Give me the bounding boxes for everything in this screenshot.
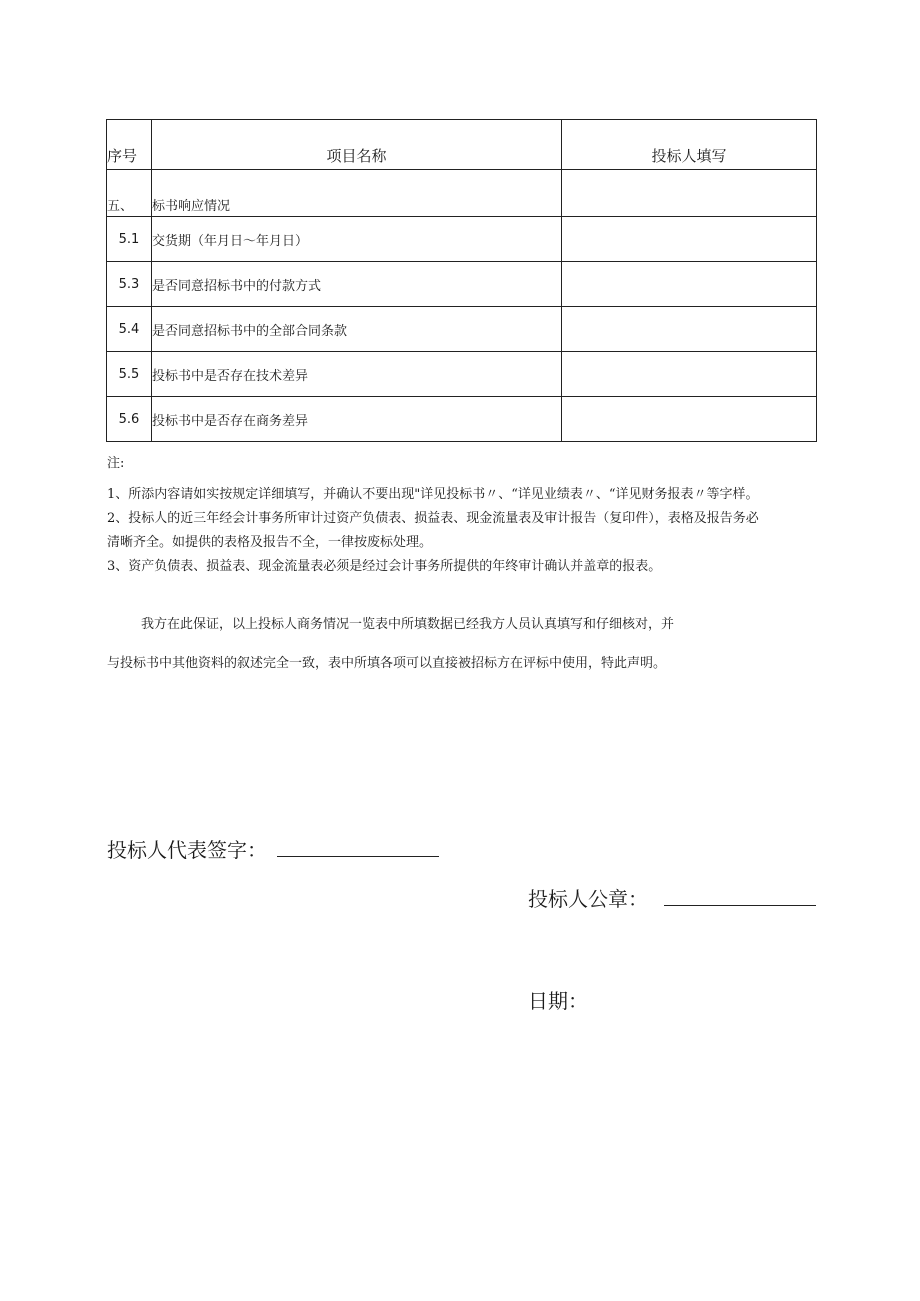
- row-number: 5.3: [107, 262, 152, 307]
- row-item-name: 是否同意招标书中的付款方式: [152, 262, 562, 307]
- representative-signature: [107, 834, 439, 863]
- row-item-name: 投标书中是否存在商务差异: [152, 397, 562, 442]
- header-bidder-fill: 投标人填写: [562, 120, 817, 170]
- bid-response-table: [106, 119, 817, 442]
- row-number: 5.5: [107, 352, 152, 397]
- section-fill-cell[interactable]: [562, 170, 817, 217]
- row-fill-cell[interactable]: [562, 307, 817, 352]
- table-row: [107, 262, 817, 307]
- pledge-line-1: 我方在此保证，以上投标人商务情况一览表中所填数据已经我方人员认真填写和仔细核对，并: [141, 617, 675, 632]
- note-item-1: 1、所添内容请如实按规定详细填写，并确认不要出现"详见投标书〃、“详见业绩表〃、“详见财务报表〃等字样。: [107, 487, 759, 502]
- row-item-name: 交货期（年月日～年月日）: [152, 217, 562, 262]
- notes-title: 注:: [107, 456, 125, 471]
- note-item-2-continued: 清晰齐全。如提供的表格及报告不全，一律按废标处理。: [107, 535, 433, 550]
- row-number: 5.6: [107, 397, 152, 442]
- table-header-row: [107, 120, 817, 170]
- note-item-2: 2、投标人的近三年经会计事务所审计过资产负债表、损益表、现金流量表及审计报告（复印件），表格及报告务必: [107, 511, 759, 526]
- header-serial-no: 序号: [107, 120, 152, 170]
- notes-section: [107, 452, 827, 579]
- table-row: [107, 397, 817, 442]
- section-number: 五、: [107, 170, 152, 217]
- header-item-name: 项目名称: [152, 120, 562, 170]
- table-row: [107, 352, 817, 397]
- row-item-name: 是否同意招标书中的全部合同条款: [152, 307, 562, 352]
- bidder-seal-label: 投标人公章：: [528, 887, 648, 911]
- row-number: 5.1: [107, 217, 152, 262]
- row-fill-cell[interactable]: [562, 262, 817, 307]
- row-fill-cell[interactable]: [562, 217, 817, 262]
- row-number: 5.4: [107, 307, 152, 352]
- table-row: [107, 217, 817, 262]
- section-title: 标书响应情况: [152, 170, 562, 217]
- bidder-seal: [528, 883, 816, 912]
- note-item-3: 3、资产负债表、损益表、现金流量表必须是经过会计事务所提供的年终审计确认并盖章的报表。: [107, 559, 662, 574]
- date-field: [528, 985, 588, 1014]
- row-item-name: 投标书中是否存在技术差异: [152, 352, 562, 397]
- row-fill-cell[interactable]: [562, 397, 817, 442]
- date-label: 日期：: [528, 989, 588, 1013]
- representative-signature-label: 投标人代表签字：: [107, 838, 267, 862]
- bidder-seal-line[interactable]: [664, 904, 816, 906]
- section-row: [107, 170, 817, 217]
- representative-signature-line[interactable]: [277, 855, 439, 857]
- pledge-statement: [107, 613, 827, 676]
- row-fill-cell[interactable]: [562, 352, 817, 397]
- table-row: [107, 307, 817, 352]
- pledge-line-2: 与投标书中其他资料的叙述完全一致，表中所填各项可以直接被招标方在评标中使用，特此声明。: [107, 656, 667, 671]
